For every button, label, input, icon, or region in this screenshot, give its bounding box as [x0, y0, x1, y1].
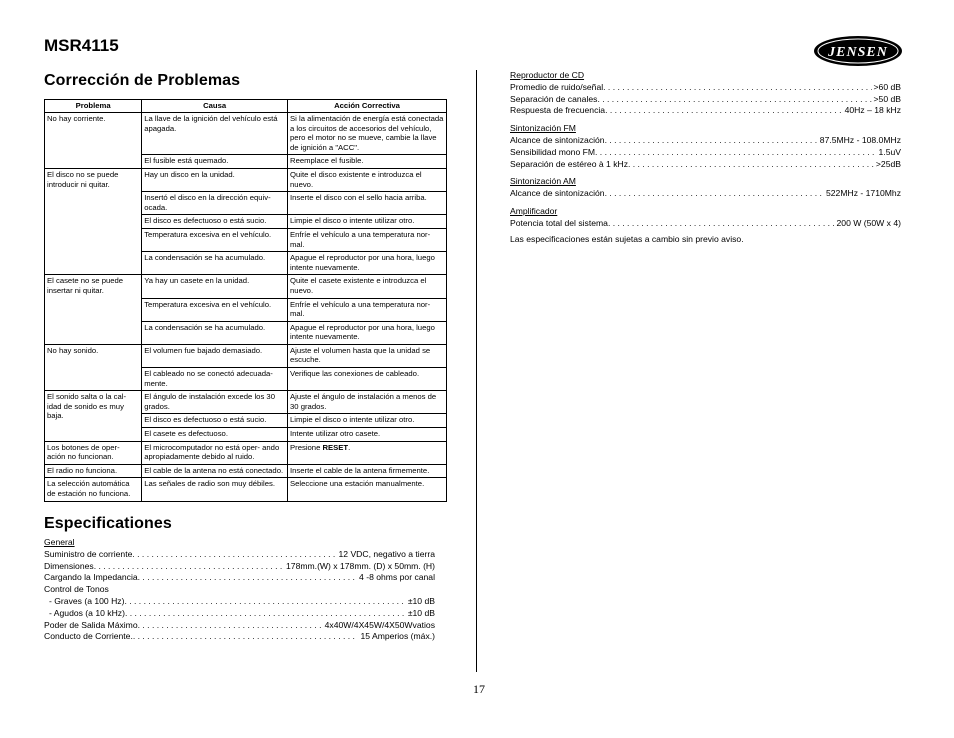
leader-dots	[605, 135, 818, 147]
action-cell: Enfríe el vehículo a una temperatura nor- mal.	[288, 298, 447, 321]
spec-row	[510, 147, 901, 159]
spec-value: 522MHz - 1710Mhz	[826, 188, 901, 199]
spec-row	[510, 94, 901, 106]
problem-cell: Los botones de oper- ación no funcionan.	[45, 441, 142, 464]
cause-cell: Hay un disco en la unidad.	[142, 168, 288, 191]
spec-value: 4x40W/4X45W/4X50Wvatios	[324, 619, 435, 630]
cause-cell: Insertó el disco en la dirección equiv- ocada.	[142, 192, 288, 215]
problem-cell: La selección automática de estación no funciona.	[45, 478, 142, 501]
spec-row	[510, 188, 901, 200]
action-cell: Inserte el cable de la antena firmemente.	[288, 464, 447, 478]
table-row	[45, 441, 447, 464]
cause-cell: El disco es defectuoso o está sucio.	[142, 414, 288, 428]
specifications-title: Especificationes	[44, 515, 172, 532]
leader-dots	[138, 620, 323, 632]
spec-label: Promedio de ruido/señal	[510, 81, 604, 92]
reset-label: RESET	[322, 442, 349, 452]
spec-label: Control de Tonos	[44, 584, 109, 595]
spec-value: >25dB	[875, 158, 901, 169]
cause-cell: El casete es defectuoso.	[142, 428, 288, 442]
spec-row	[510, 82, 901, 94]
problem-cell: No hay sonido.	[45, 344, 142, 390]
action-cell: Limpie el disco o intente utilizar otro.	[288, 414, 447, 428]
leader-dots	[124, 596, 405, 608]
spec-section-title: Sintonización FM	[510, 123, 576, 134]
spec-value: >60 dB	[873, 81, 901, 92]
cause-cell: El disco es defectuoso o está sucio.	[142, 215, 288, 229]
spec-row	[44, 608, 435, 620]
table-row	[45, 391, 447, 414]
troubleshooting-title: Corrección de Problemas	[44, 72, 241, 89]
cause-cell: Temperatura excesiva en el vehículo.	[142, 298, 288, 321]
spec-row	[44, 631, 435, 643]
spec-row	[44, 572, 435, 584]
spec-section-title: General	[44, 537, 75, 547]
action-text: Presione	[290, 442, 323, 452]
cause-cell: El cableado no se conectó adecuada- mente.	[142, 368, 288, 391]
spec-value: 87.5MHz - 108.0MHz	[819, 134, 901, 145]
spec-note: Las especificaciones están sujetas a cambio sin previo aviso.	[510, 233, 744, 244]
spec-row	[44, 620, 435, 632]
leader-dots	[603, 82, 871, 94]
action-cell: Quite el disco existente e introduzca el nuevo.	[288, 168, 447, 191]
cause-cell: Temperatura excesiva en el vehículo.	[142, 228, 288, 251]
cause-cell: El volumen fue bajado demasiado.	[142, 344, 288, 367]
spec-label: Respuesta de frecuencia	[510, 105, 606, 116]
problem-cell: El radio no funciona.	[45, 464, 142, 478]
leader-dots	[595, 147, 877, 159]
spec-label: Poder de Salida Máximo	[44, 619, 138, 630]
spec-row	[44, 549, 435, 561]
action-cell: Inserte el disco con el sello hacia arriba.	[288, 192, 447, 215]
action-cell: Quite el casete existente e introduzca el nuevo.	[288, 275, 447, 298]
header-action: Acción Correctiva	[288, 100, 447, 113]
table-row	[45, 113, 447, 155]
spec-value: 40Hz – 18 kHz	[844, 105, 901, 116]
leader-dots	[132, 549, 336, 561]
action-text-suffix: .	[348, 442, 351, 452]
action-cell: Seleccione una estación manualmente.	[288, 478, 447, 501]
leader-dots	[605, 188, 824, 200]
problem-cell: El sonido salta o la cal- idad de sonido es muy baja.	[45, 391, 142, 441]
leader-dots	[94, 561, 284, 573]
header-problem: Problema	[45, 100, 142, 113]
spec-label: Potencia total del sistema	[510, 217, 608, 228]
spec-value: >50 dB	[873, 93, 901, 104]
spec-label: Conducto de Corriente.	[44, 631, 133, 642]
spec-label: Suministro de corriente	[44, 548, 133, 559]
spec-row	[44, 584, 435, 596]
tuner-specs	[510, 70, 901, 245]
cause-cell: La llave de la ignición del vehículo está apagada.	[142, 113, 288, 155]
spec-value: 12 VDC, negativo a tierra	[338, 548, 435, 559]
leader-dots	[138, 572, 357, 584]
table-row	[45, 464, 447, 478]
action-cell: Ajuste el ángulo de instalación a menos de 30 grados.	[288, 391, 447, 414]
cause-cell: Ya hay un casete en la unidad.	[142, 275, 288, 298]
spec-row	[510, 135, 901, 147]
spec-label: Sensibilidad mono FM	[510, 146, 596, 157]
leader-dots	[605, 105, 843, 117]
spec-label: Alcance de sintonización	[510, 134, 605, 145]
column-divider	[476, 70, 477, 672]
cause-cell: El fusible está quemado.	[142, 155, 288, 169]
general-specs	[44, 537, 435, 643]
spec-section-title: Reproductor de CD	[510, 70, 585, 80]
spec-row	[510, 159, 901, 171]
spec-row	[44, 596, 435, 608]
action-cell: Apague el reproductor por una hora, luego intente nuevamente.	[288, 321, 447, 344]
troubleshooting-table	[44, 99, 447, 502]
logo-text: JENSEN	[828, 45, 888, 60]
page-number: 17	[473, 682, 485, 696]
action-cell: Si la alimentación de energía está conectada a los circuitos de accesorios del vehículo, pero el motor no se mueve, cambie la llave de ignición a "ACC".	[288, 113, 447, 155]
problem-cell: El casete no se puede insertar ni quitar.	[45, 275, 142, 345]
jensen-logo	[812, 34, 904, 68]
action-cell: Intente utilizar otro casete.	[288, 428, 447, 442]
spec-section-title: Amplificador	[510, 205, 558, 216]
table-row	[45, 478, 447, 501]
cause-cell: La condensación se ha acumulado.	[142, 252, 288, 275]
spec-row	[44, 561, 435, 573]
table-row	[45, 275, 447, 298]
spec-row	[510, 218, 901, 230]
table-row	[45, 344, 447, 367]
table-header-row	[45, 100, 447, 113]
cause-cell: El ángulo de instalación excede los 30 grados.	[142, 391, 288, 414]
spec-label: Separación de estéreo à 1 kHz	[510, 158, 628, 169]
leader-dots	[133, 631, 359, 643]
action-cell: Limpie el disco o intente utilizar otro.	[288, 215, 447, 229]
spec-label: Separación de canales	[510, 93, 598, 104]
spec-value: 200 W (50W x 4)	[836, 217, 901, 228]
spec-value: ±10 dB	[407, 607, 435, 618]
model-name: MSR4115	[44, 36, 119, 55]
cause-cell: El microcomputador no está oper- ando apropiadamente debido al ruido.	[142, 441, 288, 464]
cause-cell: El cable de la antena no está conectado.	[142, 464, 288, 478]
spec-value: ±10 dB	[407, 595, 435, 606]
action-cell: Enfríe el vehículo a una temperatura nor- mal.	[288, 228, 447, 251]
spec-row	[510, 105, 901, 117]
spec-label: - Graves (a 100 Hz)	[49, 595, 125, 606]
spec-label: Dimensiones	[44, 560, 94, 571]
spec-label: - Agudos (a 10 kHz)	[49, 607, 125, 618]
spec-value: 178mm.(W) x 178mm. (D) x 50mm. (H)	[286, 560, 435, 571]
action-cell: Apague el reproductor por una hora, luego intente nuevamente.	[288, 252, 447, 275]
leader-dots	[608, 218, 835, 230]
spec-section-title: Sintonización AM	[510, 176, 576, 187]
action-cell: Verifique las conexiones de cableado.	[288, 368, 447, 391]
action-cell: Reemplace el fusible.	[288, 155, 447, 169]
leader-dots	[125, 608, 406, 620]
problem-cell: El disco no se puede introducir ni quitar.	[45, 168, 142, 274]
action-cell	[288, 441, 447, 464]
leader-dots	[628, 159, 874, 171]
header-cause: Causa	[142, 100, 288, 113]
table-row	[45, 168, 447, 191]
problem-cell: No hay corriente.	[45, 113, 142, 169]
spec-label: Alcance de sintonización	[510, 188, 605, 199]
cause-cell: Las señales de radio son muy débiles.	[142, 478, 288, 501]
leader-dots	[597, 94, 871, 106]
spec-value: 4 -8 ohms por canal	[359, 572, 435, 583]
cause-cell: La condensación se ha acumulado.	[142, 321, 288, 344]
spec-value: 1.5uV	[878, 146, 901, 157]
action-cell: Ajuste el volumen hasta que la unidad se escuche.	[288, 344, 447, 367]
spec-value: 15 Amperios (máx.)	[360, 631, 435, 642]
spec-label: Cargando la Impedancia	[44, 572, 138, 583]
